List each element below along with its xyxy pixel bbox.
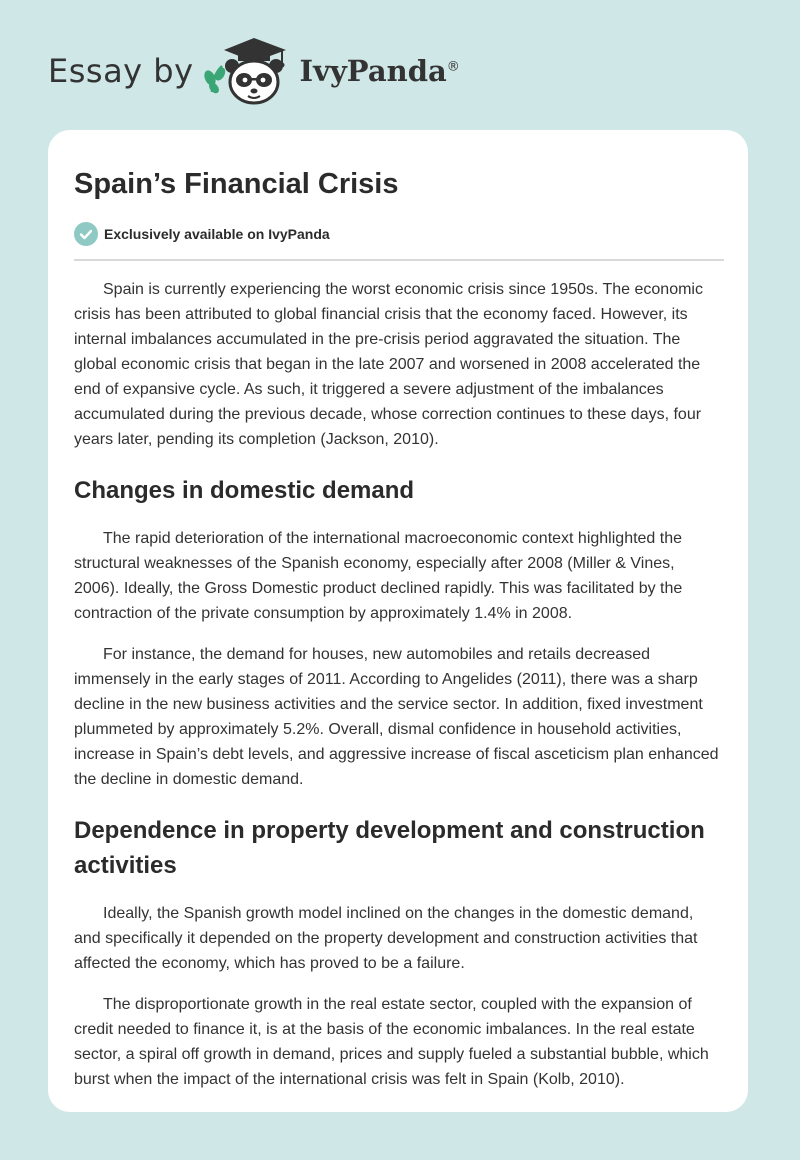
section-paragraph: For instance, the demand for houses, new automobiles and retails decreased immensely in the early stages of 2011. According to Angelides (2011), there was a sharp decline in the new business activities and the service sector. In addition, fixed investment plummeted by approximately 5.2%. Overall, dismal confidence in household activities, increase in Spain’s debt levels, and aggressive increase of fiscal asceticism plan enhanced the decline in domestic demand. bbox=[74, 646, 719, 788]
section-paragraph: The disproportionate growth in the real estate sector, coupled with the expansion of credit needed to finance it, is at the basis of the economic imbalances. In the real estate sector, a spiral off growth in demand, prices and supply fueled a substantial bubble, which burst when the impact of the international crisis was felt in Spain (Kolb, 2010). bbox=[74, 996, 709, 1088]
section-paragraph: Ideally, the Spanish growth model inclined on the changes in the domestic demand, and specifically it depended on the property development and construction activities that affected the economy, which has proved to be a failure. bbox=[74, 905, 698, 972]
title-divider bbox=[74, 259, 724, 261]
intro-paragraph: Spain is currently experiencing the worst economic crisis since 1950s. The economic crisis has been attributed to global financial crisis that the economy faced. However, its internal imbalances accumulated in the pre-crisis period aggravated the situation. The global economic crisis that began in the late 2007 and worsened in 2008 accelerated the end of expansive cycle. As such, it triggered a severe adjustment of the imbalances accumulated during the previous decade, whose correction continues to these days, four years later, pending its completion (Jackson, 2010). bbox=[74, 281, 703, 448]
exclusive-badge bbox=[74, 222, 724, 246]
section-paragraph: The rapid deterioration of the international macroeconomic context highlighted the structural weaknesses of the Spanish economy, especially after 2008 (Miller & Vines, 2006). Ideally, the Gross Domestic product declined rapidly. This was facilitated by the contraction of the private consumption by approximately 1.4% in 2008. bbox=[74, 530, 683, 622]
registered-mark: ® bbox=[446, 59, 460, 75]
check-circle-icon bbox=[74, 222, 98, 246]
section-heading-domestic-demand: Changes in domestic demand bbox=[74, 477, 415, 504]
panda-graduate-icon[interactable] bbox=[202, 34, 298, 108]
essay-card bbox=[48, 130, 748, 1112]
exclusive-badge-text: Exclusively available on IvyPanda bbox=[104, 226, 330, 242]
page-title: Spain’s Financial Crisis bbox=[74, 168, 399, 200]
essay-content bbox=[74, 130, 724, 1092]
brand-prefix: Essay by bbox=[48, 52, 194, 90]
brand-name[interactable]: IvyPanda® bbox=[299, 54, 460, 88]
site-header bbox=[48, 34, 460, 108]
section-heading-property-development: Dependence in property development and construction activities bbox=[74, 817, 705, 879]
